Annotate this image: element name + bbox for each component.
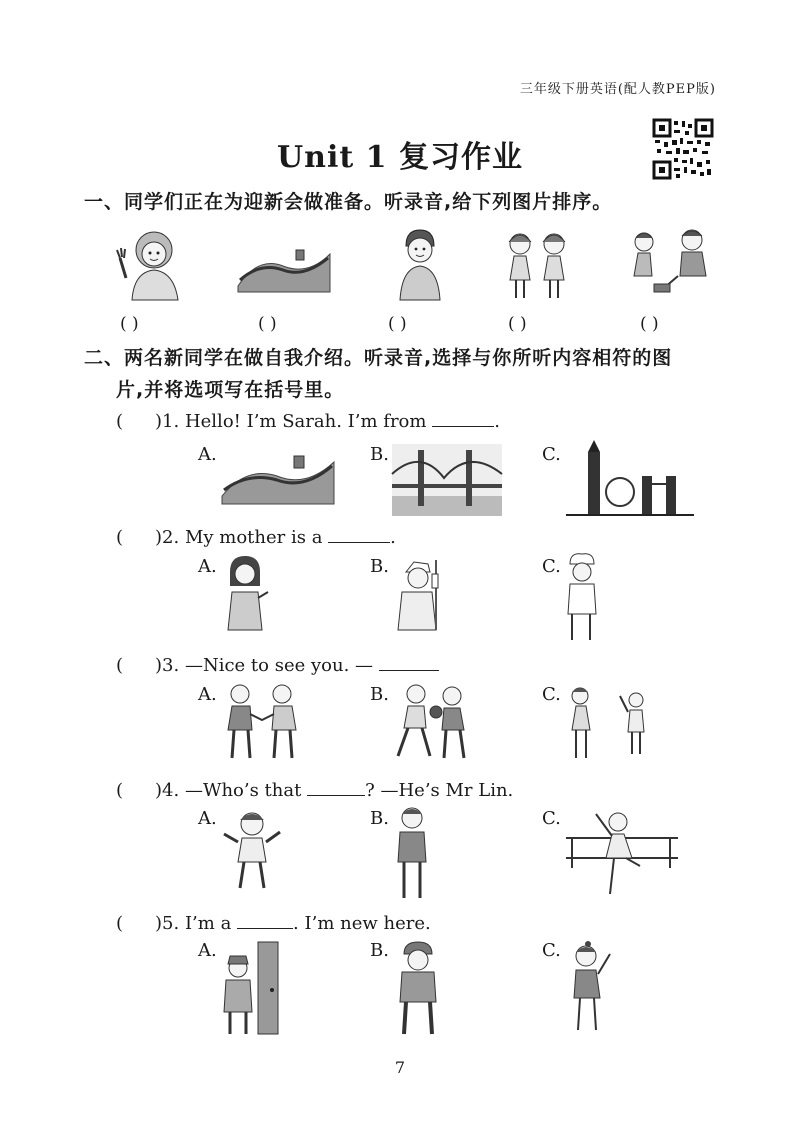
question-stem-end: . I’m new here. — [293, 913, 431, 934]
section2-heading-line1: 二、两名新同学在做自我介绍。听录音,选择与你所听内容相符的图 — [84, 347, 673, 369]
option-a-label: A. — [198, 444, 217, 465]
two-girls-picture — [500, 228, 576, 304]
section2-heading-line2: 片,并将选项写在括号里。 — [116, 379, 345, 401]
bridge-option[interactable] — [392, 444, 502, 520]
fill-blank[interactable] — [432, 410, 494, 427]
option-a-label: A. — [198, 556, 217, 577]
answer-slot-5[interactable]: ( ) — [640, 314, 659, 334]
option-c-label: C. — [542, 808, 561, 829]
question-stem-end: ? —He’s Mr Lin. — [365, 780, 514, 801]
boy-picture — [396, 228, 444, 304]
option-b-label: B. — [370, 808, 389, 829]
answer-paren[interactable]: ( — [116, 780, 124, 801]
boy-pioneer-option[interactable] — [220, 810, 284, 896]
answer-slot-1[interactable]: ( ) — [120, 314, 139, 334]
man-option[interactable] — [392, 806, 432, 906]
handshake-option[interactable] — [222, 682, 302, 766]
option-c-label: C. — [542, 556, 561, 577]
option-b-label: B. — [370, 556, 389, 577]
option-b-label: B. — [370, 940, 389, 961]
answer-paren[interactable]: ( — [116, 527, 124, 548]
teacher-option[interactable] — [220, 556, 270, 638]
question-stem-end: . — [494, 411, 500, 432]
question-stem: )5. I’m a — [155, 913, 232, 934]
question-5 — [116, 912, 431, 934]
postman-option[interactable] — [220, 942, 282, 1042]
option-c-label: C. — [542, 444, 561, 465]
option-a-label: A. — [198, 940, 217, 961]
girl-waving-option[interactable] — [566, 940, 614, 1038]
fill-blank[interactable] — [328, 526, 390, 543]
question-3 — [116, 654, 439, 676]
question-4 — [116, 779, 513, 801]
question-stem-end: . — [390, 527, 396, 548]
question-1 — [116, 410, 500, 432]
page-title: Unit 1 复习作业 — [277, 140, 523, 175]
answer-slot-3[interactable]: ( ) — [388, 314, 407, 334]
answer-paren[interactable]: ( — [116, 411, 124, 432]
question-stem: )1. Hello! I’m Sarah. I’m from — [155, 411, 427, 432]
section1-heading: 一、同学们正在为迎新会做准备。听录音,给下列图片排序。 — [84, 191, 613, 213]
answer-paren[interactable]: ( — [116, 655, 124, 676]
london-skyline-option[interactable] — [566, 440, 694, 524]
woman-waving-picture — [112, 228, 192, 304]
option-b-label: B. — [370, 444, 389, 465]
answer-slot-2[interactable]: ( ) — [258, 314, 277, 334]
girls-waving-option[interactable] — [566, 682, 652, 770]
question-2 — [116, 526, 396, 548]
option-a-label: A. — [198, 808, 217, 829]
question-stem: )2. My mother is a — [155, 527, 323, 548]
answer-paren[interactable]: ( — [116, 913, 124, 934]
nurse-option[interactable] — [392, 560, 446, 636]
book-note: 三年级下册英语(配人教PEP版) — [519, 82, 716, 97]
great-wall-picture — [238, 236, 330, 296]
answer-slot-4[interactable]: ( ) — [508, 314, 527, 334]
question-stem: )4. —Who’s that — [155, 780, 302, 801]
fill-blank[interactable] — [379, 654, 439, 671]
question-stem: )3. —Nice to see you. — — [155, 655, 374, 676]
basketball-option[interactable] — [392, 682, 476, 766]
worker-option[interactable] — [392, 940, 444, 1040]
kids-cleaning-picture — [624, 226, 716, 300]
fill-blank[interactable] — [237, 912, 293, 929]
option-c-label: C. — [542, 684, 561, 705]
option-a-label: A. — [198, 684, 217, 705]
page-number: 7 — [394, 1058, 406, 1077]
great-wall-option[interactable] — [222, 444, 334, 508]
ballet-girl-option[interactable] — [566, 808, 678, 904]
cook-option[interactable] — [562, 552, 602, 648]
option-c-label: C. — [542, 940, 561, 961]
option-b-label: B. — [370, 684, 389, 705]
fill-blank[interactable] — [307, 779, 365, 796]
